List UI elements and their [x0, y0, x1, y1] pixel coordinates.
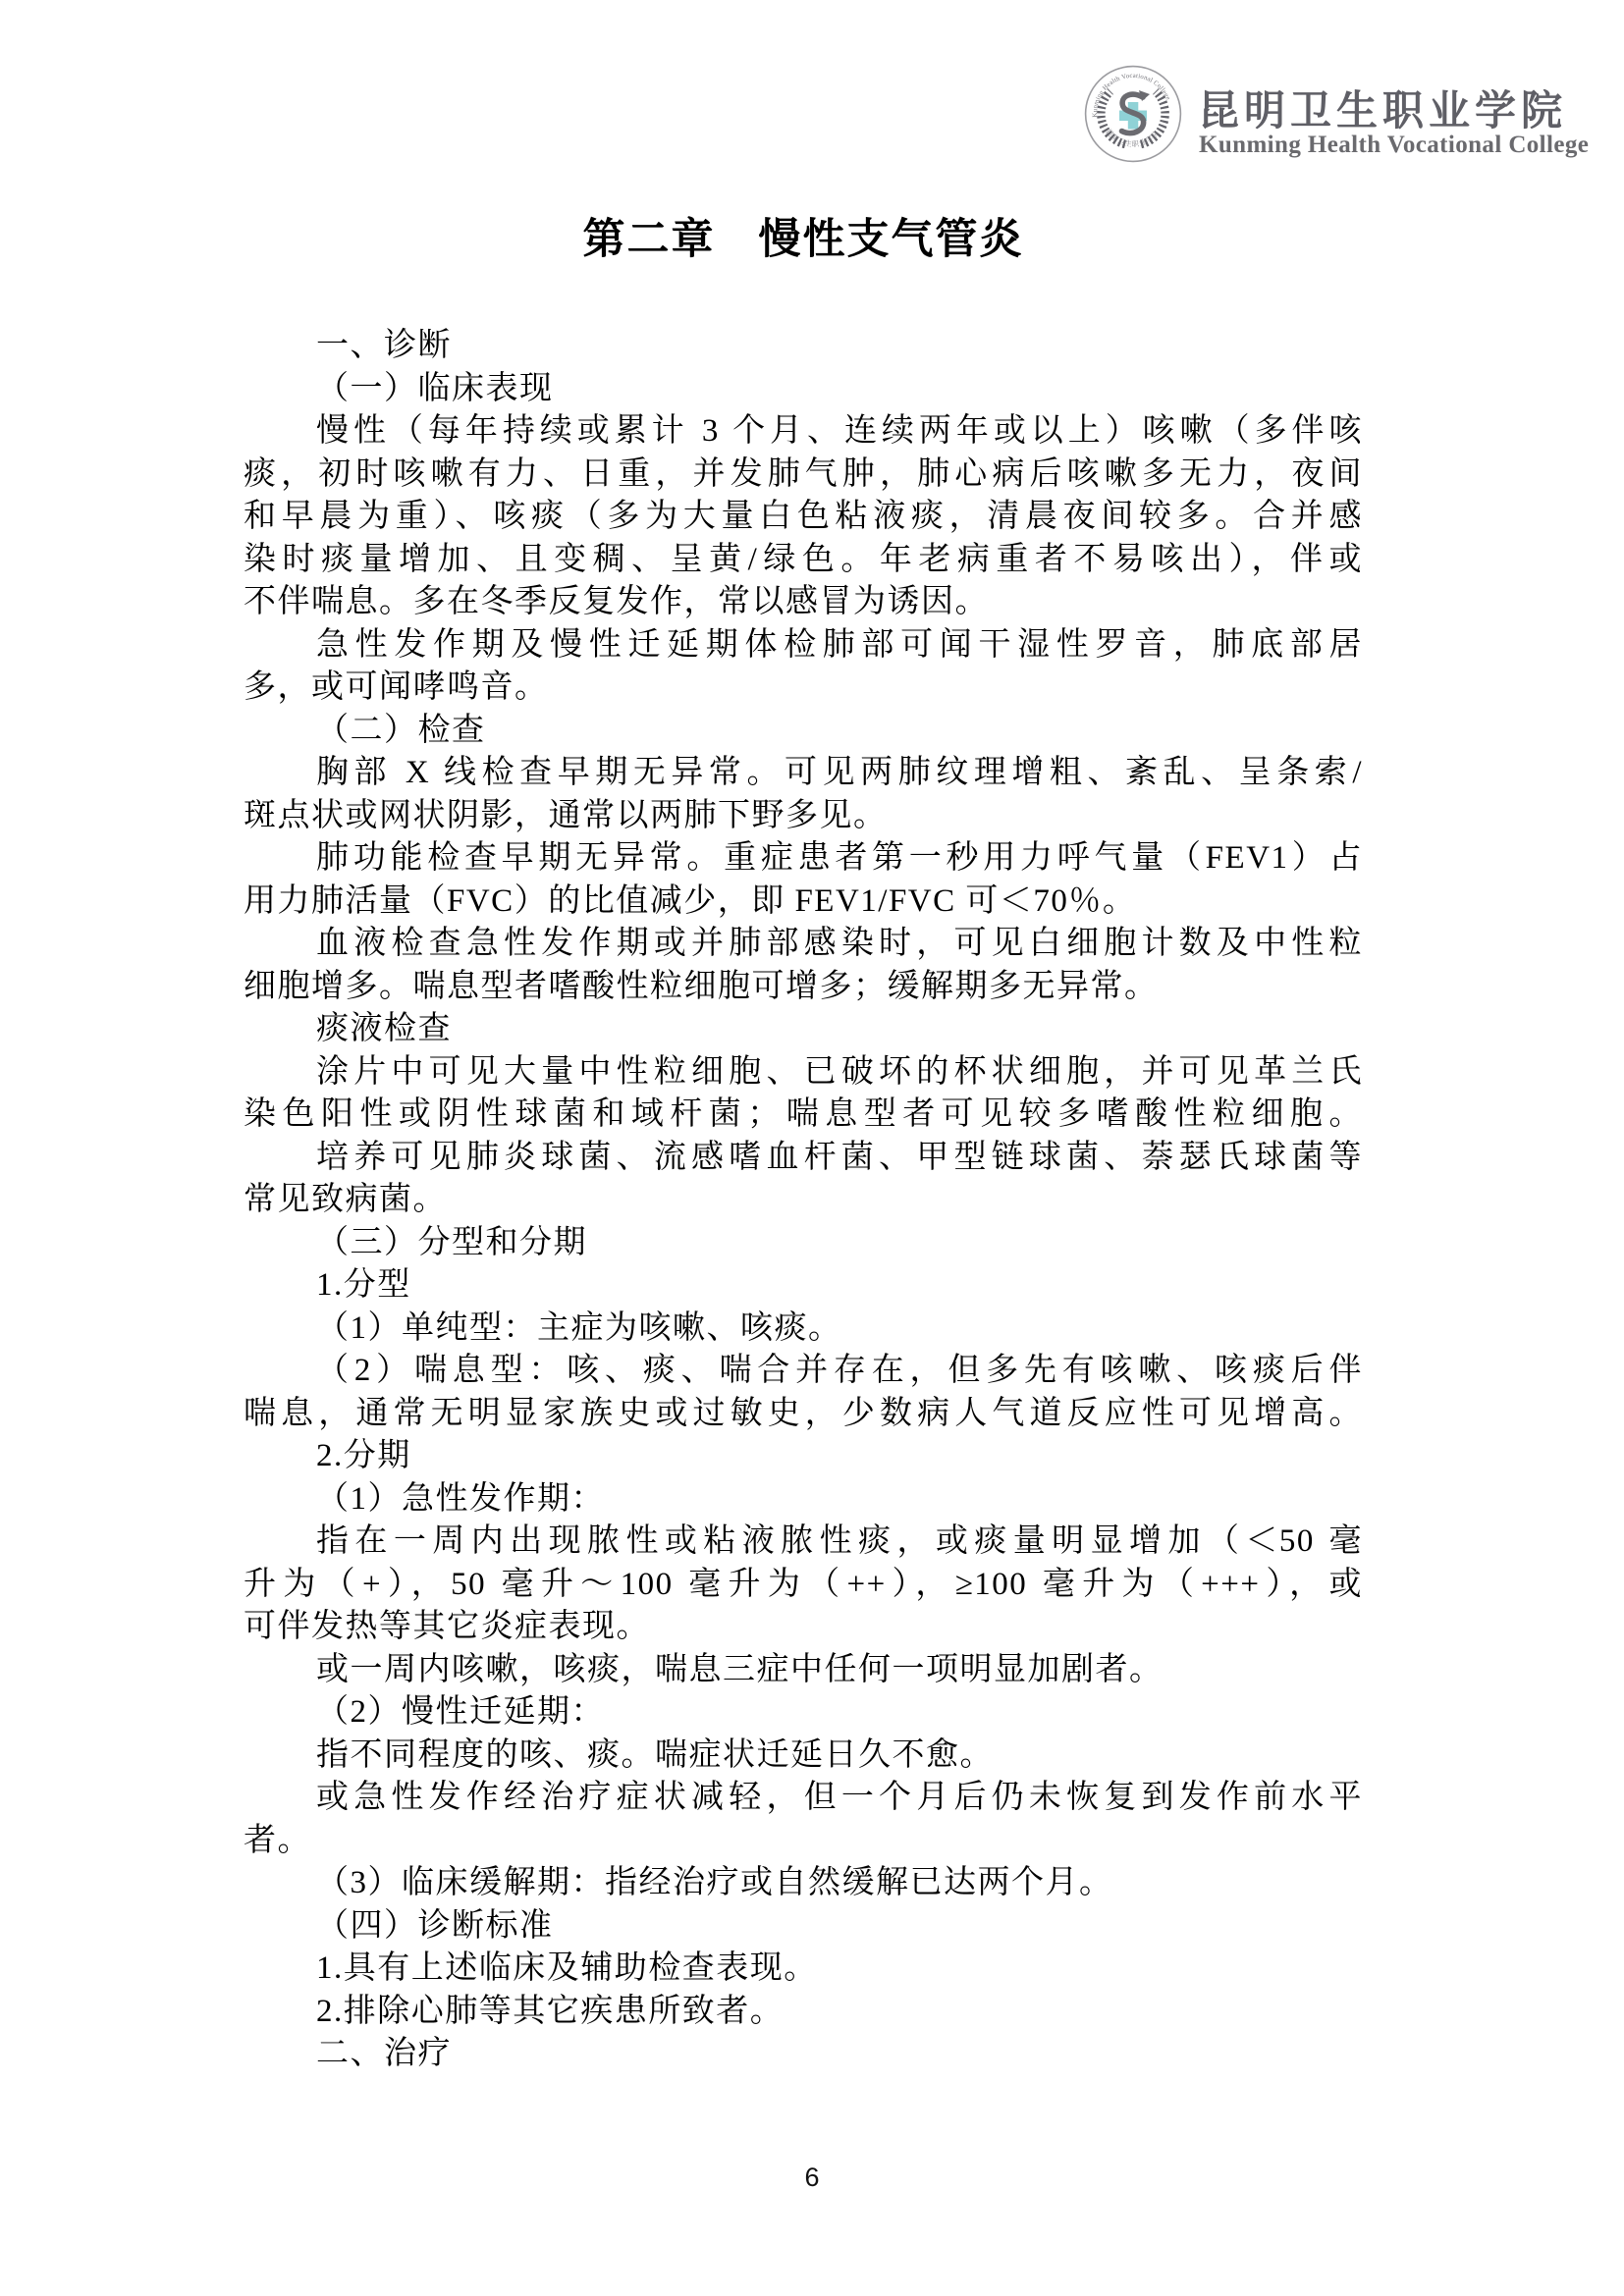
text-line: （二）检查	[316, 712, 486, 748]
page-number: 6	[804, 2163, 820, 2192]
text-line: （四）诊断标准	[316, 1907, 554, 1944]
text-line: （2）慢性迁延期：	[316, 1694, 605, 1730]
text-line: （一）临床表现	[316, 370, 554, 406]
text-line: （3）临床缓解期：指经治疗或自然缓解已达两个月。	[316, 1865, 1113, 1900]
text-line: 2.排除心肺等其它疾患所致者。	[316, 1993, 785, 2029]
text-line: 痰液检查	[316, 1011, 452, 1046]
text-line: 染色阳性或阴性球菌和域杆菌；喘息型者可见较多嗜酸性粒细胞。	[244, 1096, 1363, 1132]
text-line: 和早晨为重）、咳痰（多为大量白色粘液痰，清晨夜间较多。合并感	[244, 499, 1363, 534]
text-line: （三）分型和分期	[316, 1224, 587, 1260]
text-line: 慢性（每年持续或累计 3 个月、连续两年或以上）咳嗽（多伴咳	[316, 413, 1363, 449]
text-line: （2）喘息型：咳、痰、喘合并存在，但多先有咳嗽、咳痰后伴	[316, 1353, 1363, 1388]
text-line: 1.具有上述临床及辅助检查表现。	[316, 1950, 818, 1986]
text-line: 细胞增多。喘息型者嗜酸性粒细胞可增多；缓解期多无异常。	[244, 968, 1159, 1004]
emblem-ring-text-bottom: 昆明卫生职业学院	[1104, 127, 1162, 149]
chapter-name: 慢性支气管炎	[758, 217, 1024, 263]
text-line: 者。	[244, 1822, 311, 1858]
chapter-title	[244, 206, 1363, 266]
text-line: 多，或可闻哮鸣音。	[244, 669, 549, 705]
text-line: 2.分期	[316, 1438, 411, 1473]
text-line: （1）急性发作期：	[316, 1480, 605, 1517]
text-line: 常见致病菌。	[244, 1182, 447, 1217]
college-name-zh: 昆明卫生职业学院	[1198, 86, 1568, 134]
text-line: 或一周内咳嗽，咳痰，喘息三症中任何一项明显加剧者。	[316, 1651, 1164, 1687]
text-line: 升为（+），50 毫升～100 毫升为（++），≥100 毫升为（+++），或	[244, 1566, 1363, 1602]
text-line: 急性发作期及慢性迁延期体检肺部可闻干湿性罗音，肺底部居	[316, 626, 1363, 663]
text-line: 染时痰量增加、且变稠、呈黄/绿色。年老病重者不易咳出），伴或	[244, 541, 1363, 577]
text-line: 指在一周内出现脓性或粘液脓性痰，或痰量明显增加（＜50 毫	[316, 1523, 1363, 1559]
text-line: 可伴发热等其它炎症表现。	[244, 1609, 650, 1644]
body-text	[244, 325, 1363, 2076]
college-name-en: Kunming Health Vocational College	[1199, 132, 1590, 158]
text-line: 培养可见肺炎球菌、流感嗜血杆菌、甲型链球菌、萘瑟氏球菌等	[316, 1139, 1363, 1175]
text-line: 1.分型	[316, 1267, 411, 1303]
text-line: 痰，初时咳嗽有力、日重，并发肺气肿，肺心病后咳嗽多无力，夜间	[244, 455, 1363, 492]
text-line: 涂片中可见大量中性粒细胞、已破坏的杯状细胞，并可见革兰氏	[316, 1053, 1363, 1090]
text-line: 不伴喘息。多在冬季反复发作，常以感冒为诱因。	[244, 584, 989, 619]
text-line: 肺功能检查早期无异常。重症患者第一秒用力呼气量（FEV1）占	[316, 840, 1363, 876]
text-line: 用力肺活量（FVC）的比值减少，即 FEV1/FVC 可＜70％。	[244, 882, 1137, 919]
text-line: 或急性发作经治疗症状减轻，但一个月后仍未恢复到发作前水平	[316, 1780, 1363, 1815]
emblem-ring-text-top: Kunming Health Vocational College	[1091, 72, 1172, 118]
text-line: 胸部 X 线检查早期无异常。可见两肺纹理增粗、紊乱、呈条索/	[316, 755, 1363, 790]
text-line: 二、治疗	[316, 2036, 452, 2071]
text-line: 血液检查急性发作期或并肺部感染时，可见白细胞计数及中性粒	[316, 926, 1363, 961]
header-logo	[1084, 57, 1590, 185]
text-line: 喘息，通常无明显家族史或过敏史，少数病人气道反应性可见增高。	[244, 1395, 1363, 1431]
text-line: （1）单纯型：主症为咳嗽、咳痰。	[316, 1309, 842, 1346]
text-line: 斑点状或网状阴影，通常以两肺下野多见。	[244, 797, 888, 833]
college-emblem-icon	[1084, 65, 1182, 163]
text-line: 一、诊断	[316, 328, 452, 363]
text-line: 指不同程度的咳、痰。喘症状迁延日久不愈。	[316, 1736, 994, 1773]
chapter-number: 第二章	[582, 217, 716, 263]
